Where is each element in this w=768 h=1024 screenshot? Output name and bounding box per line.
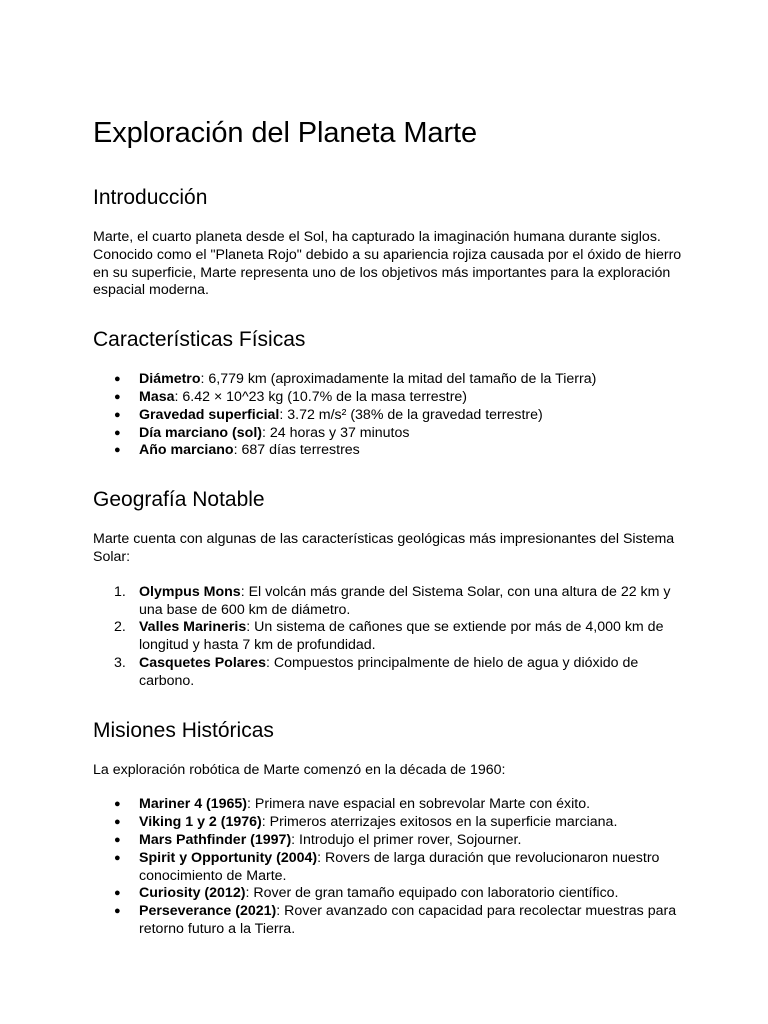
item-number: 3. (114, 654, 126, 671)
list-item (93, 425, 684, 443)
page-title: Exploración del Planeta Marte (93, 117, 477, 149)
item-label: Masa (139, 388, 175, 405)
list-item (93, 796, 684, 814)
missions-paragraph: La exploración robótica de Marte comenzó en la década de 1960: (93, 761, 506, 778)
list-item (93, 389, 684, 407)
list-item (93, 371, 684, 389)
item-text: : Primera nave espacial en sobrevolar Marte con éxito. (247, 796, 591, 813)
item-label: Casquetes Polares (139, 654, 266, 671)
list-item (93, 619, 684, 655)
list-item (93, 407, 684, 425)
intro-paragraph: Marte, el cuarto planeta desde el Sol, ha capturado la imaginación humana durante siglos. Conocido como el "Planeta Rojo" debido a su apariencia rojiza causada por el óxido de hierro en su superficie, Marte representa uno de los objetivos más importantes para la exploración espacial moderna. (93, 229, 682, 299)
item-text: : El volcán más grande del Sistema Solar, con una altura de 22 km y una base de 600 km de diámetro. (139, 583, 671, 618)
item-text: : Compuestos principalmente de hielo de agua y dióxido de carbono. (139, 654, 639, 689)
item-label: Mars Pathfinder (1997) (139, 831, 292, 848)
item-label: Curiosity (2012) (139, 885, 246, 902)
item-label: Diámetro (139, 371, 201, 388)
section-heading-physical: Características Físicas (93, 328, 306, 352)
list-item (93, 584, 684, 620)
geography-list (93, 584, 768, 691)
geography-paragraph: Marte cuenta con algunas de las características geológicas más impresionantes del Sistema Solar: (93, 531, 675, 565)
item-label: Spirit y Opportunity (2004) (139, 849, 318, 866)
item-label: Viking 1 y 2 (1976) (139, 814, 262, 831)
list-item (93, 903, 684, 939)
item-text: : Primeros aterrizajes exitosos en la superficie marciana. (261, 814, 618, 831)
list-item (93, 814, 684, 832)
list-item (93, 850, 684, 886)
item-label: Año marciano (139, 442, 234, 459)
item-label: Día marciano (sol) (139, 424, 262, 441)
item-label: Gravedad superficial (139, 406, 280, 423)
section-missions (93, 717, 768, 939)
item-text: : Rovers de larga duración que revolucionaron nuestro conocimiento de Marte. (139, 849, 660, 884)
item-text: : 6.42 × 10^23 kg (10.7% de la masa terrestre) (174, 388, 468, 405)
list-item (93, 442, 684, 460)
item-text: : Rover de gran tamaño equipado con laboratorio científico. (245, 885, 619, 902)
section-geography (93, 486, 768, 690)
section-heading-intro: Introducción (93, 186, 208, 209)
list-item (93, 832, 684, 850)
item-text: : 24 horas y 37 minutos (262, 424, 410, 441)
item-label: Perseverance (2021) (139, 903, 277, 920)
item-text: : 3.72 m/s² (38% de la gravedad terrestre) (279, 406, 543, 423)
item-text: : 687 días terrestres (233, 442, 360, 459)
physical-list (93, 371, 768, 460)
section-physical (93, 326, 768, 460)
item-text: : Introdujo el primer rover, Sojourner. (291, 831, 522, 848)
section-intro (93, 184, 768, 300)
list-item (93, 655, 684, 691)
item-number: 1. (114, 583, 126, 600)
item-number: 2. (114, 619, 126, 636)
list-item (93, 885, 684, 903)
section-heading-geography: Geografía Notable (93, 488, 265, 512)
item-label: Mariner 4 (1965) (139, 796, 248, 813)
section-heading-missions: Misiones Históricas (93, 718, 274, 742)
missions-list (93, 796, 768, 938)
item-text: : Un sistema de cañones que se extiende por más de 4,000 km de longitud y hasta 7 km de profundidad. (139, 619, 664, 654)
item-label: Olympus Mons (139, 583, 241, 600)
item-text: : Rover avanzado con capacidad para recolectar muestras para retorno futuro a la Tierra. (139, 903, 677, 937)
item-label: Valles Marineris (139, 619, 247, 636)
item-text: : 6,779 km (aproximadamente la mitad del tamaño de la Tierra) (200, 371, 597, 388)
